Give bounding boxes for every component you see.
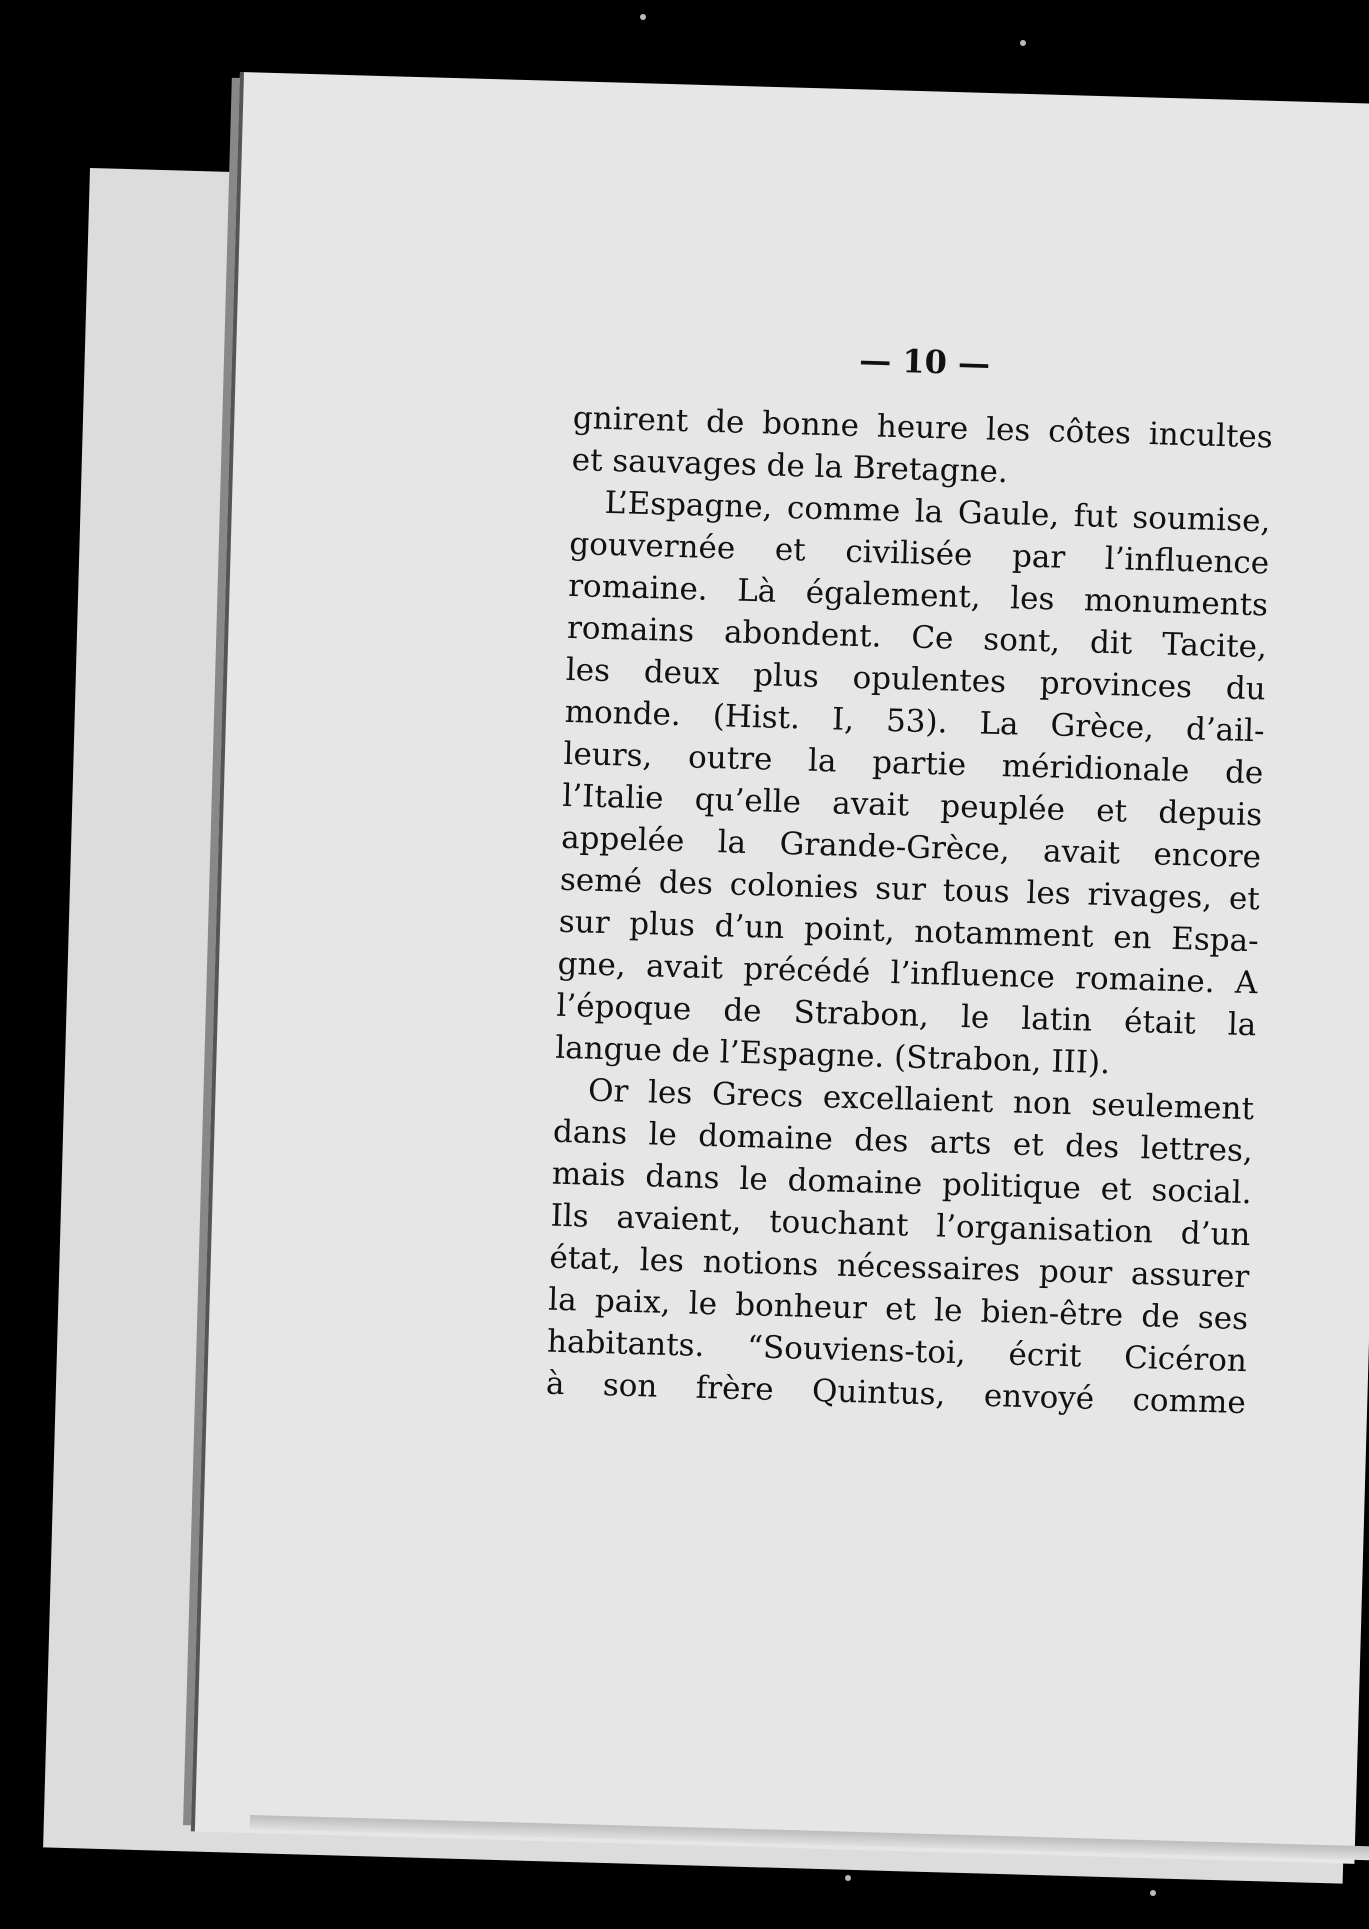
text-line: appelée la Grande-Grèce, avait encore bbox=[560, 819, 1262, 876]
text-line: et sauvages de la Bretagne. bbox=[571, 441, 1009, 491]
text-line: sur plus d’un point, notamment en Espa- bbox=[558, 903, 1260, 960]
dust-speck bbox=[1150, 1890, 1156, 1896]
text-line: romains abondent. Ce sont, dit Tacite, bbox=[566, 609, 1268, 666]
text-line: semé des colonies sur tous les rivages, et bbox=[559, 861, 1261, 918]
text-line: gouvernée et civilisée par l’influence bbox=[568, 525, 1270, 582]
text-line: Or les Grecs excellaient non seulement bbox=[587, 1072, 1255, 1128]
text-line: l’Italie qu’elle avait peuplée et depuis bbox=[561, 777, 1263, 834]
text-line: L’Espagne, comme la Gaule, fut soumise, bbox=[604, 484, 1271, 540]
text-line: l’époque de Strabon, le latin était la bbox=[556, 987, 1257, 1044]
text-line: habitants. “Souviens-toi, écrit Cicéron bbox=[546, 1323, 1248, 1380]
text-line: état, les notions nécessaires pour assurer bbox=[549, 1239, 1250, 1296]
page-number: — 10 — bbox=[858, 340, 991, 383]
text-line: mais dans le domaine politique et social. bbox=[551, 1155, 1253, 1212]
text-line: leurs, outre la partie méridionale de bbox=[563, 735, 1264, 792]
text-line: monde. (Hist. I, 53). La Grèce, d’ail- bbox=[564, 693, 1265, 750]
text-line: la paix, le bonheur et le bien-être de ses bbox=[547, 1281, 1249, 1338]
text-line: gne, avait précédé l’influence romaine. A bbox=[557, 945, 1258, 1002]
text-line: dans le domaine des arts et des lettres, bbox=[552, 1113, 1254, 1170]
text-line: à son frère Quintus, envoyé comme bbox=[545, 1365, 1247, 1422]
page-text-block bbox=[545, 340, 1274, 1424]
text-line: Ils avaient, touchant l’organisation d’un bbox=[550, 1197, 1251, 1254]
text-lines bbox=[545, 397, 1273, 1424]
text-line: les deux plus opulentes provinces du bbox=[565, 651, 1267, 708]
text-line: gnirent de bonne heure les côtes incultes bbox=[572, 399, 1274, 456]
text-line: romaine. Là également, les monuments bbox=[567, 567, 1269, 624]
dust-speck bbox=[1020, 40, 1026, 46]
text-line: langue de l’Espagne. (Strabon, III). bbox=[554, 1029, 1111, 1082]
dust-speck bbox=[640, 14, 646, 20]
dust-speck bbox=[845, 1875, 851, 1881]
